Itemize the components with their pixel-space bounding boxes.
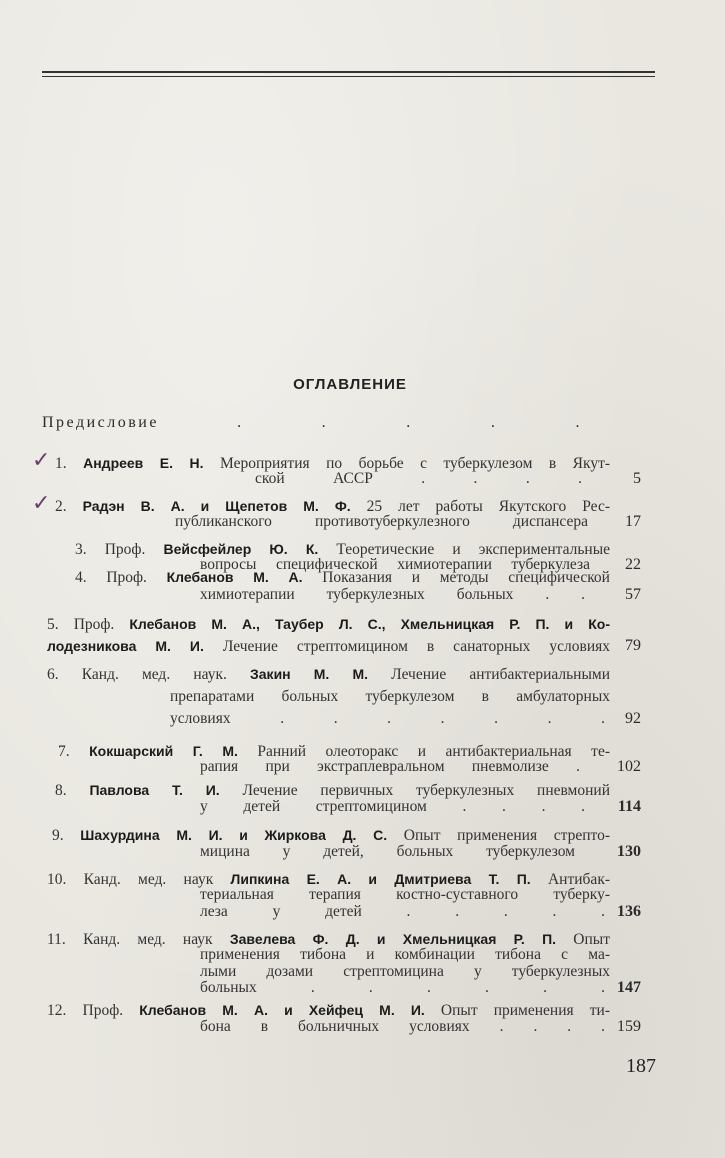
entry-authors: Кокшарский Г. М.	[89, 743, 238, 759]
entry-text: териальная терапия костно-суставного туберку-	[200, 886, 610, 903]
entry-authors: Радэн В. А. и Щепетов М. Ф.	[82, 498, 351, 514]
toc-entry-line	[200, 586, 585, 604]
toc-entry-line	[47, 665, 610, 684]
entry-text: 2.	[55, 498, 83, 515]
entry-text: Ранний олеоторакс и антибактериальная те-	[237, 743, 610, 760]
entry-page-number: 130	[617, 843, 641, 860]
entry-text: мицина у детей, больных туберкулезом	[200, 843, 575, 860]
entry-page-number: 159	[617, 1018, 641, 1035]
entry-authors: Закин М. М.	[250, 666, 369, 682]
entry-text: ской АССР . . . .	[255, 470, 582, 487]
preface-label: Предисловие	[42, 414, 159, 431]
entry-text: 9.	[52, 827, 81, 844]
entry-text: 3. Проф.	[75, 541, 164, 558]
entry-text: Мероприятия по борьбе с туберкулезом в Якут-	[203, 455, 610, 472]
entry-text: Показания и методы специфической	[302, 569, 610, 586]
entry-text: условиях . . . . . . .	[170, 710, 605, 727]
entry-text: у детей стрептомицином . . . .	[200, 798, 585, 815]
toc-heading: ОГЛАВЛЕНИЕ	[293, 376, 407, 393]
toc-entry-line	[200, 843, 575, 861]
entry-text: химиотерапии туберкулезных больных . .	[200, 586, 585, 603]
page-number: 187	[626, 1055, 656, 1077]
entry-page-number: 17	[625, 513, 641, 530]
toc-entry-line	[170, 688, 610, 706]
entry-text: бона в больничных условиях . . . .	[200, 1018, 605, 1035]
toc-entry-line	[170, 710, 605, 728]
entry-text: 25 лет работы Якутского Рес-	[350, 498, 610, 515]
entry-page-number: 147	[617, 979, 641, 996]
entry-page-number: 136	[617, 903, 641, 920]
preface-entry	[42, 414, 582, 432]
entry-text: 11. Канд. мед. наук	[47, 931, 230, 948]
toc-entry-line	[200, 979, 605, 997]
entry-text: публиканского противотуберкулезного диспансера	[175, 513, 588, 530]
entry-page-number: 92	[625, 710, 641, 727]
top-rule	[42, 76, 655, 77]
entry-text: лыми дозами стрептомицина у туберкулезных	[200, 963, 610, 980]
entry-text: Опыт применения стрепто-	[387, 827, 610, 844]
toc-entry-line	[75, 568, 610, 587]
entry-authors: Вейсфейлер Ю. К.	[163, 541, 319, 557]
check-mark-icon: ✓	[32, 491, 51, 516]
dot-leader: . . . . .	[237, 414, 582, 431]
entry-authors: Клебанов М. А.	[166, 569, 303, 585]
entry-authors: Клебанов М. А., Таубер Л. С., Хмельницкая Р. П. и Ко-	[129, 616, 610, 632]
entry-authors: Липкина Е. А. и Дмитриева Т. П.	[230, 871, 531, 887]
entry-page-number: 114	[617, 798, 641, 815]
entry-text: вопросы специфической химиотерапии туберкулеза	[200, 556, 590, 573]
entry-text: Антибак-	[530, 871, 611, 888]
entry-text: Лечение антибактериальными	[368, 666, 610, 683]
entry-text: применения тибона и комбинации тибона с ма-	[200, 946, 610, 963]
entry-text: больных . . . . . .	[200, 979, 605, 996]
entry-text: Лечение первичных туберкулезных пневмоний	[219, 782, 611, 799]
toc-entry-line	[47, 637, 610, 656]
entry-text: 4. Проф.	[75, 569, 167, 586]
toc-entry-line	[200, 798, 585, 816]
entry-text: Опыт применения ти-	[424, 1002, 610, 1019]
entry-text: Теоретические и экспериментальные	[318, 541, 610, 558]
entry-authors: Павлова Т. И.	[89, 782, 220, 798]
entry-text: Опыт	[556, 931, 610, 948]
toc-entry-line	[200, 903, 605, 921]
toc-entry-line	[200, 758, 580, 776]
toc-entry-line	[47, 615, 610, 634]
entry-text: 10. Канд. мед. наук	[47, 871, 231, 888]
entry-authors: Клебанов М. А. и Хейфец М. И.	[139, 1002, 425, 1018]
entry-text: 5. Проф.	[47, 616, 130, 633]
entry-authors: лодезникова М. И.	[47, 638, 204, 654]
entry-text: 1.	[55, 455, 84, 472]
toc-entry-line	[200, 946, 610, 964]
entry-text: 8.	[55, 782, 90, 799]
entry-text: 6. Канд. мед. наук.	[47, 666, 250, 683]
toc-entry-line	[175, 513, 588, 531]
entry-text: Лечение стрептомицином в санаторных условиях	[203, 638, 610, 655]
entry-authors: Андреев Е. Н.	[83, 455, 204, 471]
entry-text: 7.	[58, 743, 90, 760]
entry-page-number: 102	[617, 758, 641, 775]
entry-authors: Шахурдина М. И. и Жиркова Д. С.	[80, 827, 388, 843]
toc-entry-line	[200, 886, 610, 904]
top-rule	[42, 71, 655, 73]
toc-entry-line	[200, 1018, 605, 1036]
toc-entry-line	[255, 470, 582, 488]
entry-text: препаратами больных туберкулезом в амбулаторных	[170, 688, 610, 705]
entry-text: рапия при экстраплевральном пневмолизе .	[200, 758, 580, 775]
entry-page-number: 5	[633, 470, 641, 487]
entry-text: леза у детей . . . . .	[200, 903, 605, 920]
entry-page-number: 79	[625, 637, 641, 654]
entry-authors: Завелева Ф. Д. и Хмельницкая Р. П.	[229, 931, 557, 947]
entry-page-number: 22	[625, 556, 641, 573]
entry-text: 12. Проф.	[47, 1002, 140, 1019]
entry-page-number: 57	[625, 586, 641, 603]
check-mark-icon: ✓	[32, 448, 51, 473]
